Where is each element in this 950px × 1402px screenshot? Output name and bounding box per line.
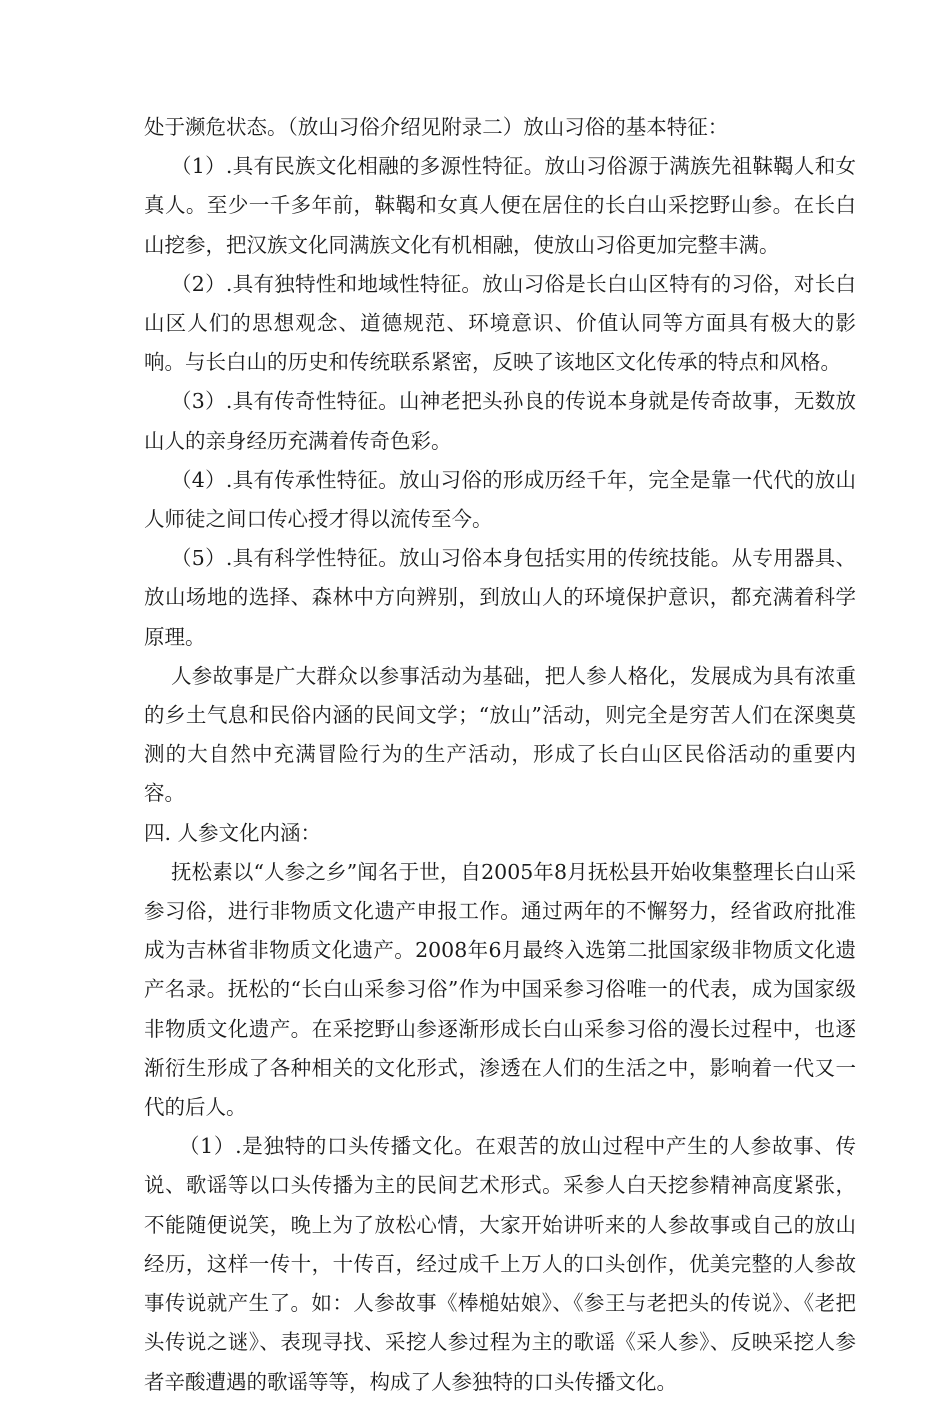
paragraph-feature-3: （3）.具有传奇性特征。山神老把头孙良的传说本身就是传奇故事，无数放山人的亲身经历充满着传奇色彩。 [144,389,856,453]
paragraph-fusong-heritage: 抚松素以“人参之乡”闻名于世，自2005年8月抚松县开始收集整理长白山采参习俗，进行非物质文化遗产申报工作。通过两年的不懈努力，经省政府批准成为吉林省非物质文化遗产。2008年6月最终入选第二批国家级非物质文化遗产名录。抚松的“长白山采参习俗”作为中国采参习俗唯一的代表，成为国家级非物质文化遗产。在采挖野山参逐渐形成长白山采参习俗的漫长过程中，也逐渐衍生形成了各种相关的文化形式，渗透在人们的生活之中，影响着一代又一代的后人。 [144,859,856,1120]
paragraph-ginseng-stories: 人参故事是广大群众以参事活动为基础，把人参人格化，发展成为具有浓重的乡土气息和民俗内涵的民间文学；“放山”活动，则完全是穷苦人们在深奥莫测的大自然中充满冒险行为的生产活动，形成了长白山区民俗活动的重要内容。 [144,663,856,806]
paragraph-feature-4: （4）.具有传承性特征。放山习俗的形成历经千年，完全是靠一代代的放山人师徒之间口传心授才得以流传至今。 [144,467,856,532]
document-body [144,108,856,1402]
section-heading-four: 四. 人参文化内涵： [144,820,322,845]
paragraph-feature-2: （2）.具有独特性和地域性特征。放山习俗是长白山区特有的习俗，对长白山区人们的思想观念、道德规范、环境意识、价值认同等方面具有极大的影响。与长白山的历史和传统联系紧密，反映了该地区文化传承的特点和风格。 [144,271,856,375]
paragraph-feature-1: （1）.具有民族文化相融的多源性特征。放山习俗源于满族先祖靺鞨人和女真人。至少一千多年前，靺鞨和女真人便在居住的长白山采挖野山参。在长白山挖参，把汉族文化同满族文化有机相融，使放山习俗更加完整丰满。 [144,154,856,257]
paragraph-intro-end: 处于濒危状态。（放山习俗介绍见附录二）放山习俗的基本特征： [144,115,729,139]
paragraph-feature-5: （5）.具有科学性特征。放山习俗本身包括实用的传统技能。从专用器具、放山场地的选择、森林中方向辨别，到放山人的环境保护意识，都充满着科学原理。 [144,546,856,649]
paragraph-oral-culture: （1）.是独特的口头传播文化。在艰苦的放山过程中产生的人参故事、传说、歌谣等以口头传播为主的民间艺术形式。采参人白天挖参精神高度紧张，不能随便说笑，晚上为了放松心情，大家开始讲听来的人参故事或自己的放山经历，这样一传十，十传百，经过成千上万人的口头创作，优美完整的人参故事传说就产生了。如：人参故事《棒槌姑娘》、《参王与老把头的传说》、《老把头传说之谜》、表现寻找、采挖人参过程为主的歌谣《采人参》、反映采挖人参者辛酸遭遇的歌谣等等，构成了人参独特的口头传播文化。 [144,1134,856,1394]
